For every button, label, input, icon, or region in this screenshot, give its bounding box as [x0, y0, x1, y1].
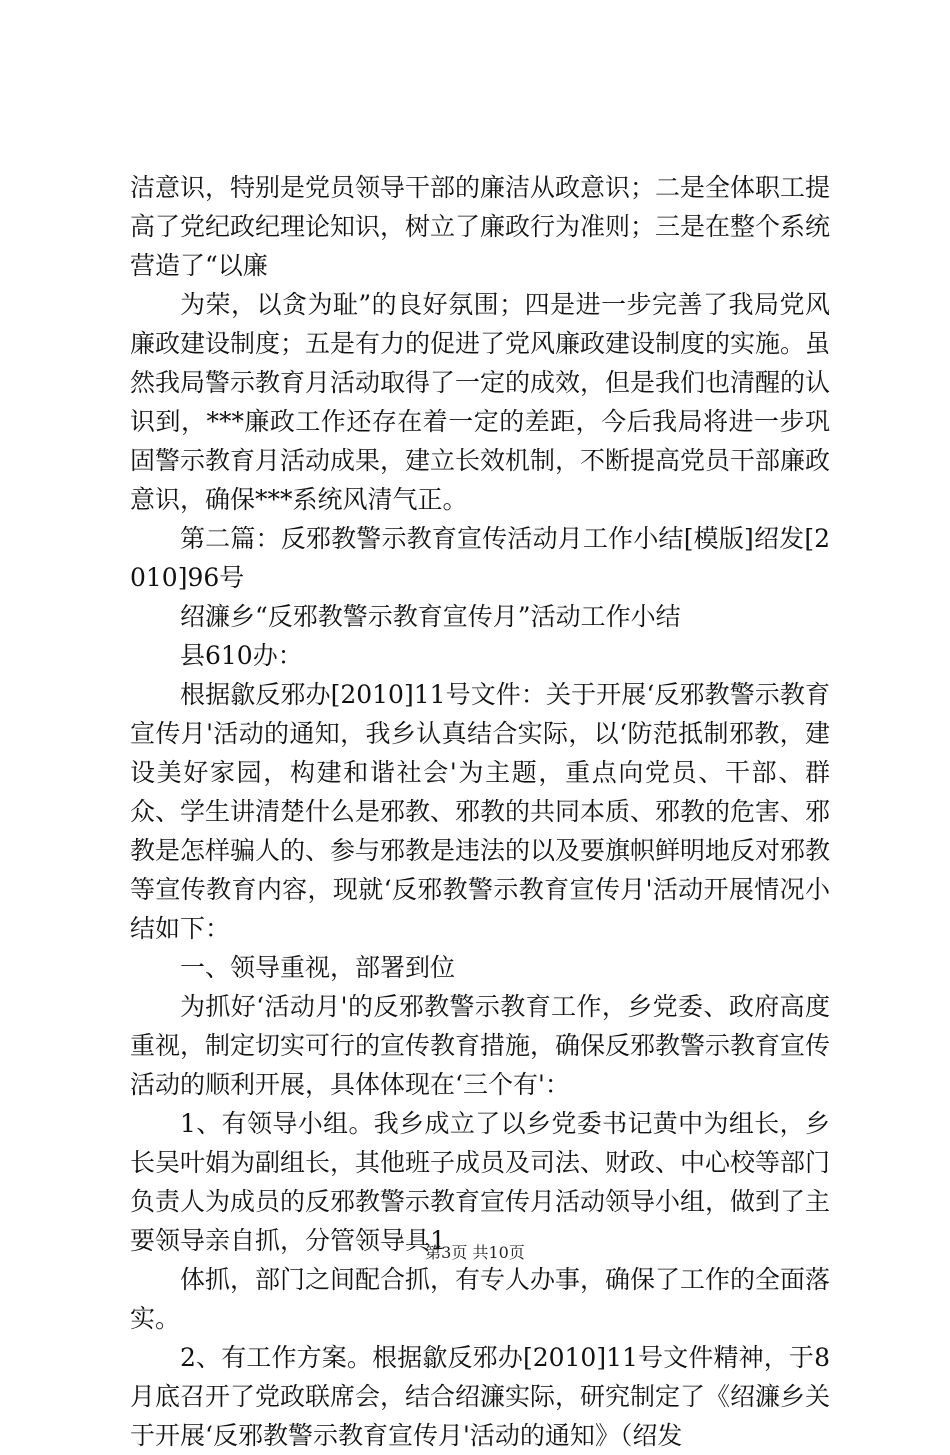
- paragraph-6: 2、有工作方案。根据歙反邪办[2010]11号文件精神，于8月底召开了党政联席会，结合绍濂实际，研究制定了《绍濂乡关于开展‘反邪教警示教育宣传月'活动的通知》（绍发: [130, 1343, 831, 1450]
- heading-1: 一、领导重视，部署到位: [180, 953, 456, 982]
- page-number-footer: 第3页 共10页: [425, 1243, 525, 1262]
- report-title: 绍濂乡“反邪教警示教育宣传月”活动工作小结: [180, 602, 681, 631]
- paragraph-intro: 根据歙反邪办[2010]11号文件：关于开展‘反邪教警示教育宣传月'活动的通知，我乡认真结合实际，以‘防范抵制邪教，建设美好家园，构建和谐社会'为主题，重点向党员、干部、群众、学生讲清楚什么是邪教、邪教的共同本质、邪教的危害、邪教是怎样骗人的、参与邪教是违法的以及要旗帜鲜明地反对邪教等宣传教育内容，现就‘反邪教警示教育宣传月'活动开展情况小结如下：: [130, 680, 831, 943]
- paragraph-1: 洁意识，特别是党员领导干部的廉洁从政意识；二是全体职工提高了党纪政纪理论知识，树立了廉政行为准则；三是在整个系统营造了“以廉: [130, 173, 831, 280]
- paragraph-4: 1、有领导小组。我乡成立了以乡党委书记黄中为组长，乡长吴叶娟为副组长，其他班子成员及司法、财政、中心校等部门负责人为成员的反邪教警示教育宣传月活动领导小组，做到了主要领导亲自抓，分管领导具1: [130, 1109, 831, 1255]
- paragraph-3: 为抓好‘活动月'的反邪教警示教育工作，乡党委、政府高度重视，制定切实可行的宣传教育措施，确保反邪教警示教育宣传活动的顺利开展，具体体现在‘三个有'：: [130, 992, 831, 1099]
- paragraph-5: 体抓，部门之间配合抓，有专人办事，确保了工作的全面落实。: [130, 1265, 831, 1333]
- paragraph-2: 为荣，以贪为耻”的良好氛围；四是进一步完善了我局党风廉政建设制度；五是有力的促进了党风廉政建设制度的实施。虽然我局警示教育月活动取得了一定的成效，但是我们也清醒的认识到，***廉政工作还存在着一定的差距，今后我局将进一步巩固警示教育月活动成果，建立长效机制，不断提高党员干部廉政意识，确保***系统风清气正。: [130, 290, 831, 514]
- recipient-line: 县610办：: [180, 641, 303, 670]
- section-title-2: 第二篇：反邪教警示教育宣传活动月工作小结[模版]绍发[2010]96号: [130, 524, 830, 592]
